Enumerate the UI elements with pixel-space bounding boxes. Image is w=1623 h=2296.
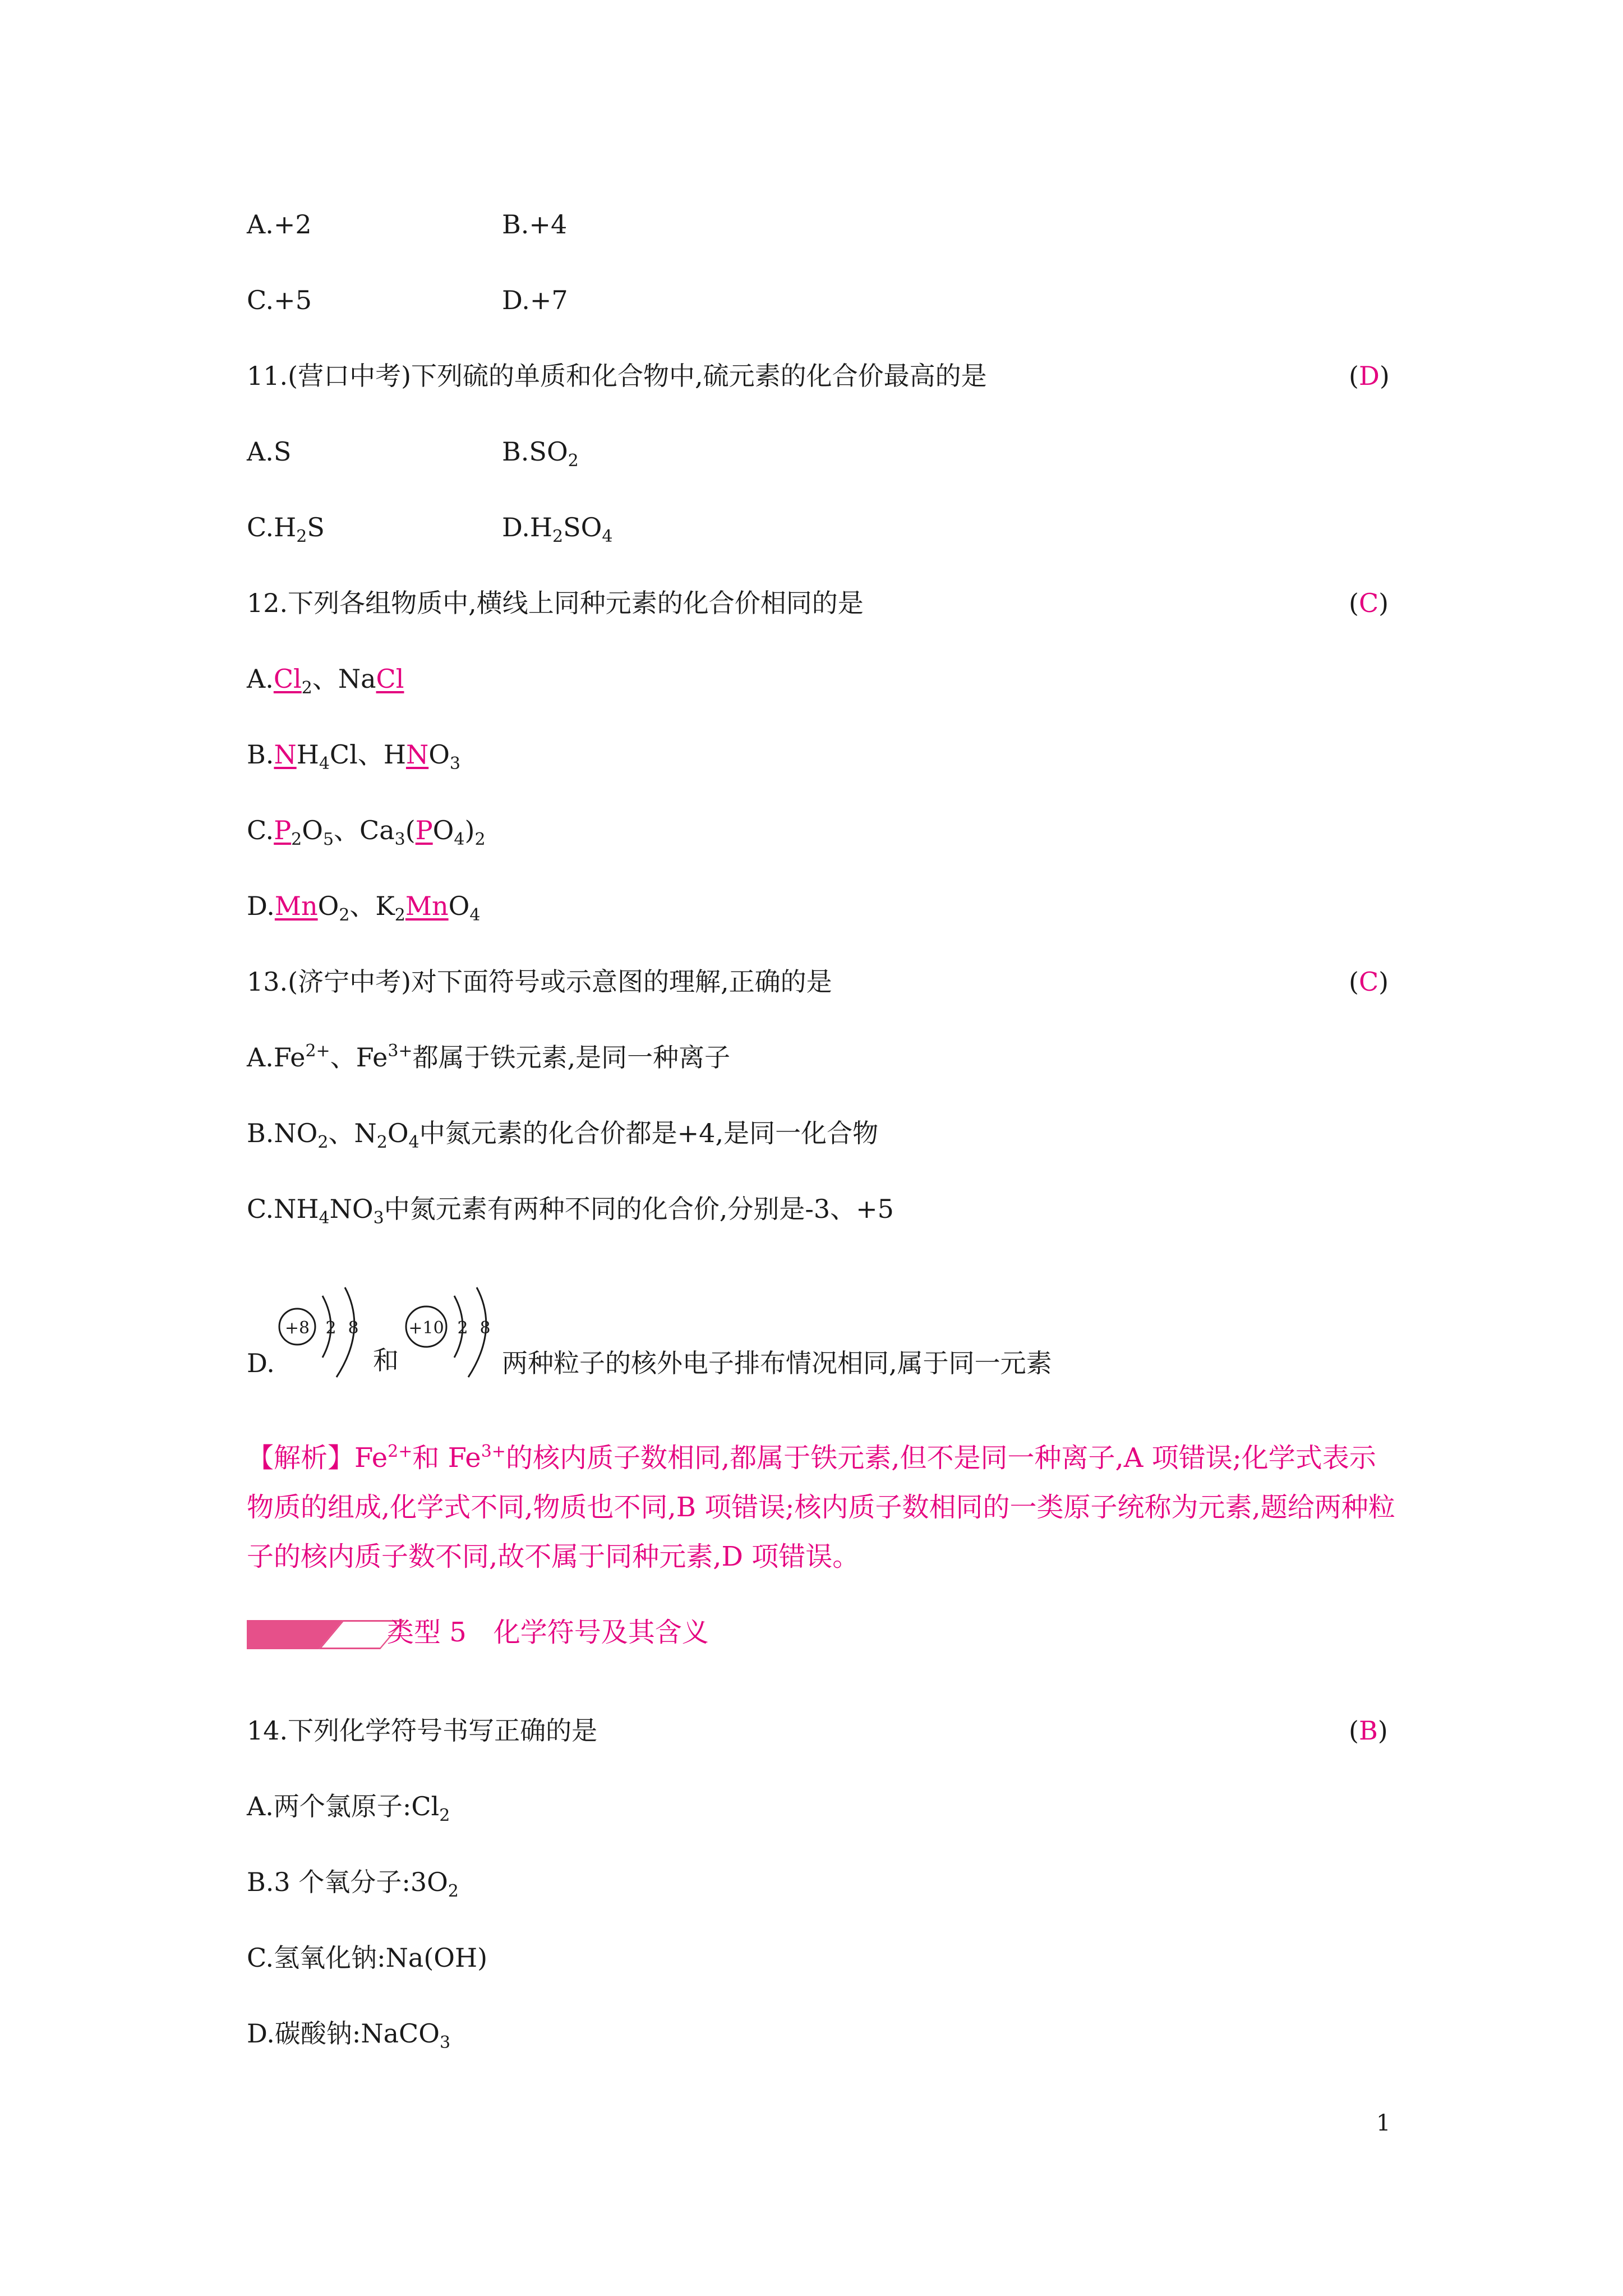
q14-option-a: A.两个氯原子$:Cl_2$	[247, 1791, 450, 1825]
underlined-element: Cl	[273, 664, 302, 694]
atom-structure-diagram-1	[269, 1279, 365, 1380]
q11-stem: 11.(营口中考)下列硫的单质和化合物中,硫元素的化合价最高的是	[247, 361, 987, 391]
q13-answer: (C)	[1349, 967, 1389, 997]
q11-option-d: $D.H_2SO_4$	[502, 512, 613, 546]
q12-option-a: $A.Cl_2$、NaCl	[247, 664, 404, 698]
q13-answer-letter: C	[1358, 967, 1379, 997]
q12-answer: (C)	[1349, 588, 1389, 618]
q11-answer: (D)	[1349, 361, 1390, 391]
q13-option-b: $B.NO_2$、$N_2O_4$中氮元素的化合价都是+4,是同一化合物	[247, 1118, 879, 1152]
q14-option-d: D.碳酸钠:NaCO$_3$	[247, 2018, 451, 2053]
q10-option-a: A.+2	[247, 209, 312, 240]
svg-text:8: 8	[348, 1318, 359, 1338]
q12-option-b: $B.NH_4Cl$、$HNO_3$	[247, 739, 461, 774]
q14-option-b: B.3 个氧分子$:3O_2$	[247, 1867, 459, 1901]
q13-option-c: $C.NH_4NO_3$中氮元素有两种不同的化合价,分别是-3、+5	[247, 1194, 894, 1228]
analysis-tag: 【解析】	[247, 1442, 355, 1474]
analysis-block: 【解析】$Fe^{2+}$和 $Fe^{3+}$的核内质子数相同,都属于铁元素,但不是同一种离子,A 项错误;化学式表示物质的组成,化学式不同,物质也不同,B 项错误;核内质子数相同的一类原子统称为元素,题给两种粒子的核内质子数不同,故不属于同种元素,D 项错误。	[247, 1442, 1395, 1572]
q14-option-c: C.氢氧化钠:Na(OH)	[247, 1943, 488, 1973]
q10-option-c: C.+5	[247, 285, 312, 315]
q10-option-b: B.+4	[502, 209, 568, 240]
underlined-element: P	[274, 815, 292, 845]
page-number: 1	[1376, 2110, 1391, 2136]
svg-text:+10: +10	[408, 1318, 444, 1338]
q12-option-c: $C.P_2O_5$、$Ca_3(PO_4)_2$	[247, 815, 486, 849]
svg-text:2: 2	[325, 1318, 336, 1338]
q14-stem: 14.下列化学符号书写正确的是	[247, 1715, 598, 1746]
q13-stem: 13.(济宁中考)对下面符号或示意图的理解,正确的是	[247, 967, 832, 997]
section-title: 类型 5 化学符号及其含义	[387, 1617, 709, 1648]
underlined-element: N	[405, 739, 429, 770]
q11-option-c: $C.H_2S$	[247, 512, 325, 546]
underlined-element: Mn	[274, 891, 318, 921]
q13-option-a: $A.Fe^{2+}$、$Fe^{3+}$都属于铁元素,是同一种离子	[247, 1041, 731, 1073]
q13-option-d-and: 和	[373, 1345, 399, 1375]
q12-stem: 12.下列各组物质中,横线上同种元素的化合价相同的是	[247, 588, 864, 618]
underlined-element: Mn	[405, 891, 449, 921]
q12-answer-letter: C	[1358, 588, 1379, 618]
atom-structure-diagram-2	[395, 1279, 499, 1380]
q13-option-d-text: 两种粒子的核外电子排布情况相同,属于同一元素	[502, 1348, 1052, 1378]
q11-option-a: A.S	[247, 436, 292, 467]
underlined-element: N	[274, 739, 297, 770]
q10-option-d: D.+7	[502, 285, 568, 315]
q11-option-b: $B.SO_2$	[502, 436, 579, 471]
q14-answer-letter: B	[1358, 1715, 1378, 1746]
svg-text:+8: +8	[284, 1318, 310, 1338]
underlined-element: Cl	[376, 664, 404, 694]
q11-answer-letter: D	[1358, 361, 1380, 391]
q13-option-d-label: D.	[247, 1348, 275, 1378]
svg-text:2: 2	[457, 1318, 468, 1338]
q12-option-d: D.MnO$_2$、$K_2MnO_4$	[247, 891, 481, 925]
q14-answer: (B)	[1349, 1715, 1388, 1746]
underlined-element: P	[415, 815, 433, 845]
svg-text:8: 8	[479, 1318, 491, 1338]
